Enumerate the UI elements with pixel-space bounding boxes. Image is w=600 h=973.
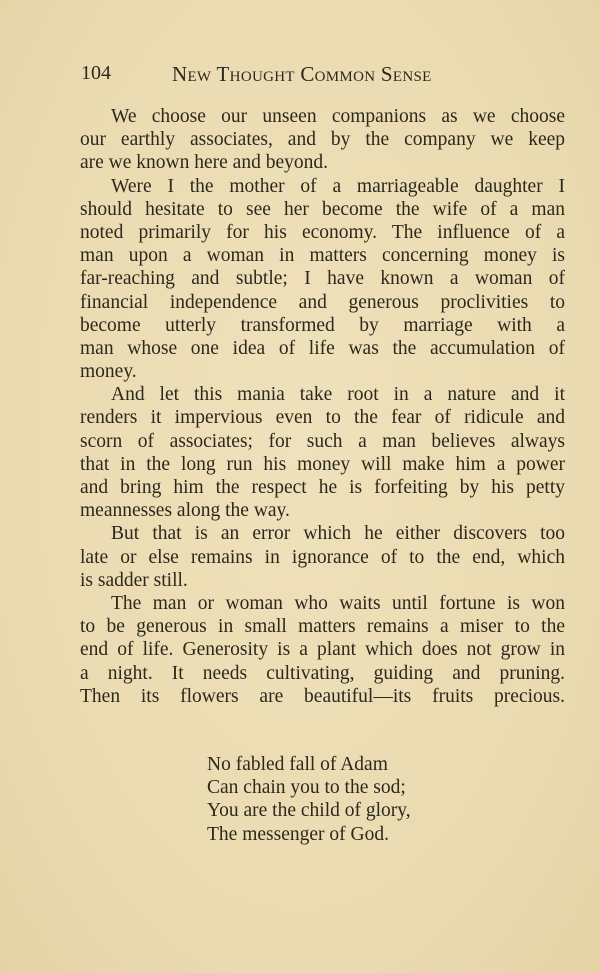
poem-line: The messenger of God. (207, 823, 389, 845)
text-line: money. (80, 361, 137, 383)
text-line: are we known here and beyond. (80, 152, 328, 174)
text-line: financial independence and generous proclivities to (80, 291, 565, 313)
text-line: man whose one idea of life was the accumulation of (80, 337, 565, 359)
text-line: We choose our unseen companions as we choose (111, 106, 565, 127)
text-line: a night. It needs cultivating, guiding and pruning. (80, 662, 565, 684)
text-line: man upon a woman in matters concerning money is (80, 245, 565, 267)
poem-line: Can chain you to the sod; (207, 777, 406, 799)
text-line: The man or woman who waits until fortune is won (111, 592, 565, 614)
text-line: to be generous in small matters remains a miser to the (80, 616, 565, 638)
running-header (81, 62, 571, 88)
text-line: noted primarily for his economy. The influence of a (80, 221, 565, 243)
poem-line: You are the child of glory, (207, 800, 411, 822)
text-line: and bring him the respect he is forfeiting by his petty (80, 477, 565, 498)
text-line: scorn of associates; for such a man believes always (80, 430, 565, 452)
text-line: our earthly associates, and by the company we keep (80, 129, 565, 151)
text-line: meannesses along the way. (80, 500, 290, 522)
page-number: 104 (81, 62, 111, 84)
paragraph (80, 383, 565, 522)
text-line: late or else remains in ignorance of to the end, which (80, 546, 565, 568)
text-line: is sadder still. (80, 569, 188, 591)
text-line: should hesitate to see her become the wife of a man (80, 198, 565, 220)
text-line: that in the long run his money will make him a power (80, 453, 565, 475)
body-text (80, 105, 565, 708)
text-line: But that is an error which he either discovers too (111, 523, 565, 545)
poem-stanza (207, 753, 411, 846)
text-line: renders it impervious even to the fear of ridicule and (80, 407, 565, 429)
text-line: Were I the mother of a marriageable daughter I (111, 175, 565, 197)
text-line: become utterly transformed by marriage with a (80, 314, 565, 336)
paragraph (80, 105, 565, 175)
text-line: Then its flowers are beautiful—its fruits precious. (80, 685, 565, 707)
poem-line: No fabled fall of Adam (207, 754, 388, 775)
paragraph (80, 175, 565, 384)
running-title: New Thought Common Sense (172, 62, 432, 86)
text-line: far-reaching and subtle; I have known a woman of (80, 268, 565, 290)
text-line: And let this mania take root in a nature and it (111, 384, 565, 406)
text-line: end of life. Generosity is a plant which does not grow in (80, 639, 565, 661)
paragraph (80, 592, 565, 708)
paragraph (80, 522, 565, 592)
